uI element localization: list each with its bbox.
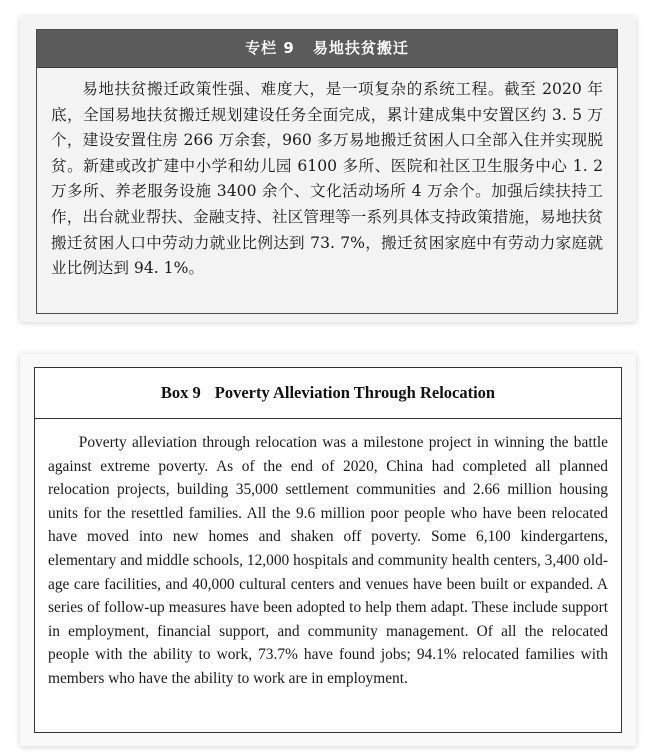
chinese-box-title: 易地扶贫搬迁 — [312, 39, 409, 57]
chinese-box-panel — [20, 16, 636, 322]
english-box-frame — [34, 367, 622, 733]
english-box-panel — [20, 354, 636, 746]
chinese-box-header — [37, 30, 617, 68]
chinese-box-number: 专栏 9 — [245, 39, 295, 57]
chinese-box-frame — [36, 29, 618, 314]
english-box-header — [35, 368, 621, 419]
english-box-paragraph: Poverty alleviation through relocation was a milestone project in winning the battle against extreme poverty. As of the end of 2020, China had completed all planned relocation projects, building 35,000 settlement communities and 2.66 million housing units for the resettled families. All the 9.6 million poor people who have been relocated have moved into new homes and shaken off poverty. Some 6,100 kindergartens, elementary and middle schools, 12,000 hospitals and community health centers, 3,400 old-age care facilities, and 40,000 cultural centers and venues have been built or expanded. A series of follow-up measures have been adopted to help them adapt. These include support in employment, financial support, and community management. Of all the relocated people with the ability to work, 73.7% have found jobs; 94.1% relocated families with members who have the ability to work are in employment. — [48, 434, 608, 687]
chinese-box-paragraph: 易地扶贫搬迁政策性强、难度大，是一项复杂的系统工程。截至 2020 年底，全国易地扶贫搬迁规划建设任务全面完成，累计建成集中安置区约 3. 5 万个，建设安置住房 266 万余套，960 多万易地搬迁贫困人口全部入住并实现脱贫。新建或改扩建中小学和幼儿园 6100 多所、医院和社区卫生服务中心 1. 2 万多所、养老服务设施 3400 余个、文化活动场所 4 万余个。加强后续扶持工作，出台就业帮扶、金融支持、社区管理等一系列具体支持政策措施，易地扶贫搬迁贫困人口中劳动力就业比例达到 73. 7%，搬迁贫困家庭中有劳动力家庭就业比例达到 94. 1%。 — [51, 80, 603, 278]
english-box-title: Poverty Alleviation Through Relocation — [214, 383, 496, 402]
english-box-number: Box 9 — [160, 383, 201, 402]
